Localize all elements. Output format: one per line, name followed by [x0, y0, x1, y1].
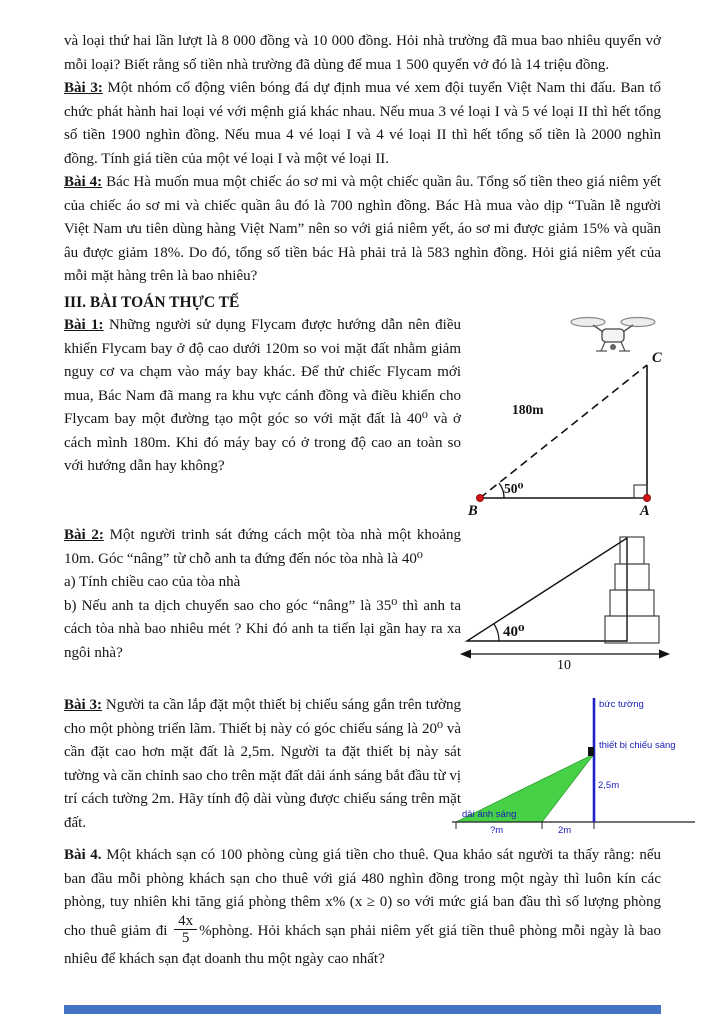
building-triangle-diagram: [459, 528, 671, 670]
vertex-a-dot: [644, 495, 651, 502]
vertex-b-label: B: [468, 503, 478, 519]
flycam-triangle-diagram: [466, 310, 666, 520]
elevation-angle-label: 40⁰: [503, 624, 525, 640]
problem-3-top-paragraph: [64, 77, 661, 171]
distance-label: 10: [557, 658, 571, 670]
problem-2-part-a: a) Tính chiều cao của tòa nhà: [64, 574, 241, 590]
wall-label: bức tường: [599, 699, 644, 710]
fraction-numerator: 4x: [174, 913, 197, 930]
problem-2-block: [64, 524, 661, 694]
problem-1-label: Bài 1:: [64, 317, 104, 333]
problem-3-top-text: Một nhóm cổ động viên bóng đá dự định mua vé xem đội tuyển Việt Nam thi đấu. Ban tổ chức phát hành hai loại vé với mệnh giá khác nhau. Nếu mua 3 vé loại I và 5 vé loại II thì hết tổng số tiền 1900 nghìn đồng. Nếu mua 4 vé loại I và 4 vé loại II thì hết tổng số tiền là 2000 nghìn đồng. Tính giá tiền của một vé loại I và một vé loại II.: [64, 80, 662, 167]
problem-4-bottom-text-2: %phòng. Hỏi khách sạn phải niêm yết giá tiền thuê phòng mỗi ngày là bao nhiêu để khách sạn đạt doanh thu một ngày cao nhất?: [64, 922, 661, 967]
section-3-heading: III. BÀI TOÁN THỰC TẾ: [64, 293, 240, 311]
arrowhead-right: [659, 650, 670, 659]
device-height-label: 2,5m: [598, 780, 620, 791]
flycam-diagram-container: [466, 310, 666, 529]
problem-4-top-label: Bài 4:: [64, 174, 103, 190]
wall-gap-label: 2m: [558, 825, 572, 836]
problem-3-sec3-block: [64, 694, 676, 844]
page-footer-accent-bar: [64, 1005, 661, 1014]
device-label: thiết bị chiếu sáng: [599, 740, 676, 751]
light-diagram-container: [452, 696, 697, 845]
flycam-distance-label: 180m: [512, 402, 544, 417]
flycam-angle-label: 50⁰: [504, 481, 524, 496]
problem-2-text: Một người trinh sát đứng cách một tòa nhà một khoảng 10m. Góc “nâng” từ chỗ anh ta đứng đến nóc tòa nhà là 40⁰: [64, 527, 462, 567]
elevation-angle-arc: [494, 624, 499, 641]
vertex-a-label: A: [640, 503, 650, 519]
problem-1-block: [64, 314, 661, 524]
fraction-denominator: 5: [181, 929, 190, 946]
problem-3-top-label: Bài 3:: [64, 80, 103, 96]
intro-continuation-paragraph: và loại thứ hai lần lượt là 8 000 đồng và 10 000 đồng. Hỏi nhà trường đã mua bao nhiêu quyển vở mỗi loại? Biết rằng số tiền nhà trường đã dùng để mua 1 500 quyển vở đó là 14 triệu đồng.: [64, 33, 661, 73]
sight-triangle: [467, 538, 627, 641]
tower-icon: [605, 537, 659, 643]
problem-1-text-column: [64, 314, 461, 479]
problem-3-sec3-text: Người ta cần lắp đặt một thiết bị chiếu sáng gắn trên tường cho một phòng triển lãm. Thiết bị này có góc chiếu sáng là 20⁰ và cần đặt cao hơn mặt đất là 2,5m. Người ta đặt thiết bị này sát tường và căn chỉnh sao cho trên mặt đất dải ánh sáng bắt đầu từ vị trí cách tường 2m. Hãy tính độ dài vùng được chiếu sáng trên mặt đất.: [64, 697, 462, 831]
light-strip-label: dải ánh sáng: [462, 809, 517, 820]
building-diagram-container: [459, 528, 671, 679]
vertex-b-dot: [477, 495, 484, 502]
light-device-icon: [588, 747, 594, 756]
drone-icon: [571, 318, 655, 352]
arrowhead-left: [460, 650, 471, 659]
problem-4-top-paragraph: [64, 171, 661, 289]
unknown-length-label: ?m: [490, 825, 504, 836]
problem-2-text-column: [64, 524, 461, 665]
problem-1-text: Những người sử dụng Flycam được hướng dẫn nên điều khiển Flycam bay ở độ cao dưới 120m so voi mặt đất nhằm giảm nguy cơ va chạm vào máy bay khác. Để thử chiếc Flycam mới mua, Bác Nam đã mang ra khu vực cánh đồng và điều khiển cho Flycam bay một đường tạo một góc so với mặt đất là 40⁰ và ở cách mình 180m. Khi đó máy bay có ở trong độ cao an toàn so với hướng dẫn hay không?: [64, 317, 462, 474]
fraction-4x-over-5: [172, 913, 199, 946]
problem-3-sec3-text-column: [64, 694, 461, 835]
problem-4-top-text: Bác Hà muốn mua một chiếc áo sơ mi và một chiếc quần âu. Tổng số tiền theo giá niêm yết của chiếc áo sơ mi và chiếc quần âu đó là 700 nghìn đồng. Bác Hà mua vào dịp “Tuần lễ người Việt Nam ưu tiên dùng hàng Việt Nam” nên so với giá niêm yết, áo sơ mi được giảm 15% và quần âu được giảm 18%. Do đó, tổng số tiền bác Hà phải trả là 583 nghìn đồng. Hỏi giá niêm yết của mỗi mặt hàng trên là bao nhiêu?: [64, 174, 662, 284]
flight-path-dashed-line: [480, 365, 647, 498]
problem-4-bottom-label: Bài 4.: [64, 847, 102, 863]
light-device-diagram: [452, 696, 697, 836]
vertex-c-label: C: [652, 350, 662, 366]
problem-4-bottom-paragraph: [64, 844, 661, 971]
problem-4-bottom-text-1: Một khách sạn có 100 phòng cùng giá tiền cho thuê. Qua khảo sát người ta thấy rằng: nếu ban đầu mỗi phòng khách sạn cho thuê với giá 480 nghìn đồng trong một ngày thì luôn kín các phòng, tuy nhiên khi tăng giá phòng thêm x% (x ≥ 0) so với mức giá ban đầu thì số lượng phòng cho thuê giảm đi: [64, 847, 661, 939]
problem-3-sec3-label: Bài 3:: [64, 697, 103, 713]
problem-2-part-b: b) Nếu anh ta dịch chuyển sao cho góc “nâng” là 35⁰ thì anh ta cách tòa nhà bao nhiêu mét ? Khi đó anh ta tiến lại gần hay ra xa ngôi nhà?: [64, 597, 461, 661]
problem-2-label: Bài 2:: [64, 527, 104, 543]
